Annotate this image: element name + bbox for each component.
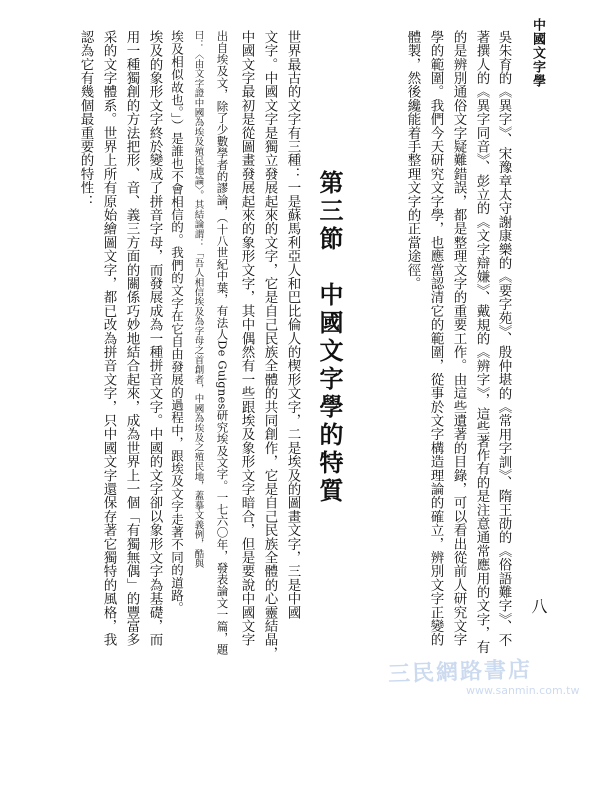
text-line-13: 用一種獨創的方法把形、音、義三方面的關係巧妙地結合起來，成為世界上一個「有獨無偶」的豐富多 xyxy=(123,30,140,647)
text-line-5: 體製，然後纔能着手整理文字的正當途徑。 xyxy=(404,30,421,291)
watermark-logo: 三民網路書店 xyxy=(387,657,533,688)
text-line-12: 埃及的象形文字終於變成了拼音字母，而發展成為一種拼音文字。中國的文字卻以象形文字為基礎，而 xyxy=(146,30,163,647)
text-line-7: 文字。中國文字是獨立發展起來的文字，它是自己民族全體的共同創作，它是自己民族全體的心靈結晶， xyxy=(261,30,278,661)
section-title: 第三節 中國文字學的特質 xyxy=(315,170,344,506)
text-line-15: 認為它有幾個最重要的特性： xyxy=(77,30,94,209)
text-line-2: 著撰人的《異字同音》、彭立的《文字辯嫌》、戴規的《辨字》，這些著作有的是注意通常應用的文字，有 xyxy=(473,30,490,654)
text-line-11: 埃及相似故也。」）是誰也不會相信的。我們的文字在它自由發展的過程中，跟埃及文字走著不同的道路。 xyxy=(169,30,185,615)
text-line-6: 世界最古的文字有三種：一是蘇馬利亞人和巴比倫人的楔形文字，二是埃及的圖畫文字，三是中國 xyxy=(284,30,301,620)
text-line-10: 曰：〈由文字證中國為埃及殖民地論〉。其結論謂：「吾人相信埃及為字母之首創者，中國為埃及之殖民地，蓋摹文義例，酷與 xyxy=(192,30,204,569)
watermark-url: www.sanmin.com.tw xyxy=(466,684,580,697)
running-head: 中國文字學 xyxy=(530,18,545,88)
page-number: 八 xyxy=(529,598,548,614)
text-line-1: 吳朱育的《異字》、宋豫章太守謝康樂的《要字苑》、殷仲堪的《常用字訓》、隋王劭的《俗語難字》、不 xyxy=(495,30,512,647)
text-line-4: 學的範圍。我們今天研究文字學，也應當認清它的範圍，從事於文字構造理論的確立，辨別文字正變的 xyxy=(427,30,444,647)
text-line-3: 的是辨別通俗文字疑難錯誤，都是整理文字的重要工作。由這些遺著的目錄，可以看出從前人研究文字 xyxy=(450,30,467,647)
text-line-14: 采的文字體系。世界上所有原始繪圖文字，都已改為拼音文字，只中國文字還保存著它獨特的風格，我 xyxy=(100,30,117,647)
text-line-9: 出自埃及文，除了少數學者的謬論，（十八世紀中葉，有法人De Guignes研究埃及文字。一七六〇年，發表論文一篇，題 xyxy=(215,30,230,656)
text-line-8: 中國文字最初是從圖畫發展起來的象形文字，其中偶然有一些跟埃及象形文字暗合，但是要說中國文字 xyxy=(238,30,255,647)
